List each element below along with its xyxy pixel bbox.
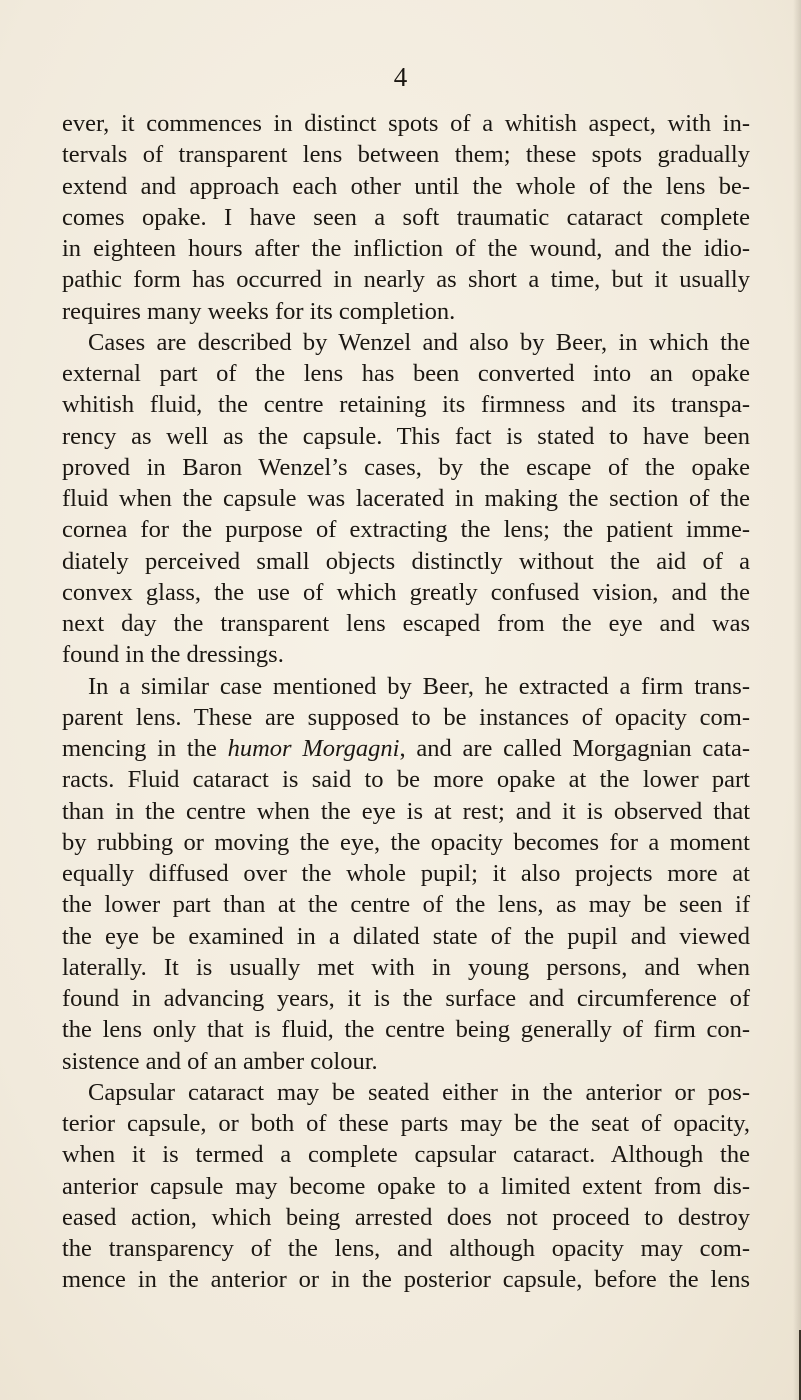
- text-line: comes opake. I have seen a soft traumatic cataract complete: [62, 203, 750, 231]
- text-line: found in advancing years, it is the surface and circumference of: [62, 985, 750, 1012]
- text-line: in eighteen hours after the infliction of the wound, and the idio-: [62, 235, 750, 262]
- page-edge-shadow: [793, 0, 801, 1400]
- text-line: parent lens. These are supposed to be instances of opacity com-: [62, 703, 750, 731]
- text-line: extend and approach each other until the whole of the lens be-: [62, 172, 750, 200]
- text-line: diately perceived small objects distinctly without the aid of a: [62, 547, 750, 575]
- text-line: pathic form has occurred in nearly as short a time, but it usually: [62, 266, 750, 294]
- text-line: eased action, which being arrested does not proceed to destroy: [62, 1203, 750, 1231]
- text-line: ever, it commences in distinct spots of a whitish aspect, with in-: [62, 110, 750, 137]
- text-line: cornea for the purpose of extracting the lens; the patient imme-: [62, 516, 750, 544]
- text-line: laterally. It is usually met with in young persons, and when: [62, 953, 750, 981]
- text-line: sistence and of an amber colour.: [62, 1047, 378, 1075]
- text-line: Capsular cataract may be seated either in the anterior or pos-: [88, 1078, 750, 1106]
- text-line: terior capsule, or both of these parts may be the seat of opacity,: [62, 1110, 750, 1137]
- line-segment: mencing in the: [62, 735, 228, 762]
- text-line: fluid when the capsule was lacerated in making the section of the: [62, 485, 750, 512]
- text-line: the lower part than at the centre of the lens, as may be seen if: [62, 891, 750, 919]
- text-line: when it is termed a complete capsular cataract. Although the: [62, 1141, 750, 1169]
- text-line: In a similar case mentioned by Beer, he extracted a firm trans-: [88, 672, 750, 700]
- text-line: requires many weeks for its completion.: [62, 297, 456, 325]
- text-line: Cases are described by Wenzel and also by Beer, in which the: [88, 328, 750, 356]
- text-line: proved in Baron Wenzel’s cases, by the escape of the opake: [62, 453, 750, 481]
- page-number: 4: [393, 62, 408, 92]
- text-line: rency as well as the capsule. This fact is stated to have been: [62, 422, 750, 450]
- text-line: the transparency of the lens, and although opacity may com-: [62, 1235, 750, 1262]
- text-line-with-italic: [62, 733, 750, 764]
- text-line: next day the transparent lens escaped from the eye and was: [62, 610, 750, 637]
- text-line: convex glass, the use of which greatly confused vision, and the: [62, 578, 750, 606]
- line-segment: , and are called Morgagnian cata-: [399, 735, 750, 762]
- body-text: [62, 108, 750, 1296]
- text-line: the lens only that is fluid, the centre being generally of firm con-: [62, 1016, 750, 1044]
- text-line: external part of the lens has been converted into an opake: [62, 360, 750, 387]
- text-line: anterior capsule may become opake to a limited extent from dis-: [62, 1172, 750, 1200]
- text-line: the eye be examined in a dilated state of the pupil and viewed: [62, 922, 750, 950]
- text-line: racts. Fluid cataract is said to be more opake at the lower part: [62, 766, 750, 794]
- text-line: by rubbing or moving the eye, the opacity becomes for a moment: [62, 828, 750, 856]
- text-line: mence in the anterior or in the posterior capsule, before the lens: [62, 1266, 750, 1294]
- italic-term: humor Morgagni: [227, 735, 400, 762]
- text-line: found in the dressings.: [62, 641, 284, 669]
- text-line: than in the centre when the eye is at rest; and it is observed that: [62, 797, 750, 825]
- text-line: tervals of transparent lens between them; these spots gradually: [62, 141, 750, 169]
- text-line: equally diffused over the whole pupil; it also projects more at: [62, 860, 750, 887]
- text-line: whitish fluid, the centre retaining its firmness and its transpa-: [62, 391, 750, 419]
